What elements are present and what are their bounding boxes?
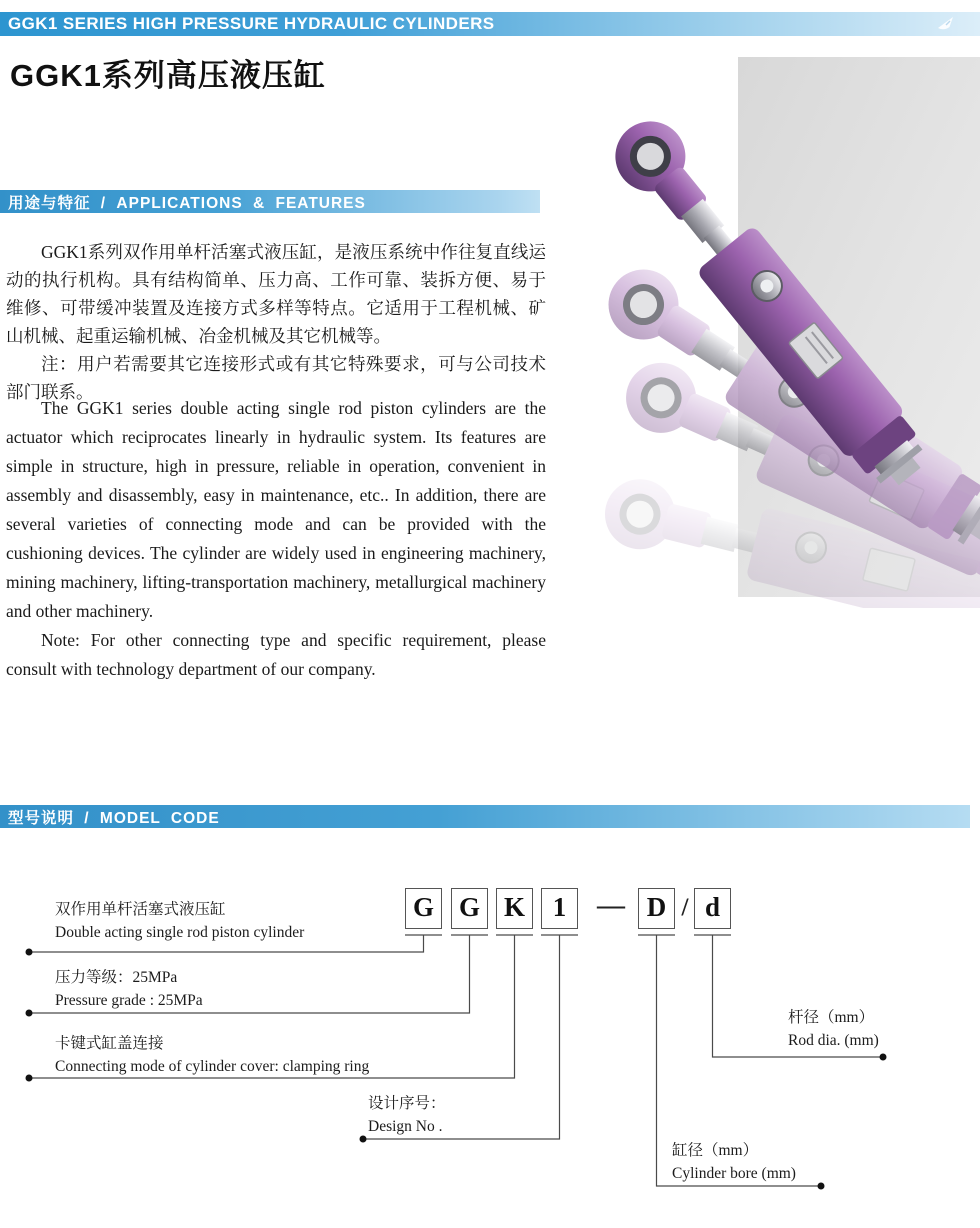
- product-photo-hydraulic-cylinders: [572, 78, 980, 608]
- label-rod-dia-zh: 杆径（mm）: [788, 1009, 875, 1026]
- label-design-no: [368, 1092, 446, 1138]
- label-cylinder-bore-zh: 缸径（mm）: [672, 1142, 759, 1159]
- model-code-box-k: K: [496, 888, 533, 929]
- section-header-applications-text: 用途与特征 / APPLICATIONS & FEATURES: [8, 194, 366, 212]
- chinese-description-block: [6, 238, 546, 406]
- top-banner: [0, 12, 980, 36]
- label-pressure-grade: [55, 966, 203, 1012]
- label-connecting-mode-en: Connecting mode of cylinder cover: clamping ring: [55, 1058, 370, 1075]
- model-code-box-g1: G: [405, 888, 442, 929]
- label-cylinder-bore: [672, 1139, 796, 1185]
- page-curl-icon: [936, 15, 956, 33]
- label-cylinder-bore-en: Cylinder bore (mm): [672, 1165, 796, 1182]
- banner-title: GGK1 SERIES HIGH PRESSURE HYDRAULIC CYLINDERS: [8, 14, 495, 33]
- label-rod-dia-en: Rod dia. (mm): [788, 1032, 879, 1049]
- label-connecting-mode: [55, 1032, 369, 1078]
- model-code-slash: /: [681, 894, 689, 921]
- chinese-paragraph: GGK1系列双作用单杆活塞式液压缸，是液压系统中作往复直线运动的执行机构。具有结构简单、压力高、工作可靠、装拆方便、易于维修、可带缓冲装置及连接方式多样等特点。它适用于工程机械、矿山机械、起重运输机械、冶金机械及其它机械等。: [6, 242, 546, 346]
- model-code-box-g2: G: [451, 888, 488, 929]
- label-double-acting: [55, 898, 304, 944]
- model-code-box-1: 1: [541, 888, 578, 929]
- section-header-model-code-text: 型号说明 / MODEL CODE: [8, 809, 220, 827]
- label-double-acting-en: Double acting single rod piston cylinder: [55, 924, 305, 941]
- model-code-box-d: d: [694, 888, 731, 929]
- label-double-acting-zh: 双作用单杆活塞式液压缸: [55, 901, 226, 918]
- label-pressure-grade-zh: 压力等级：25MPa: [55, 969, 178, 986]
- label-connecting-mode-zh: 卡键式缸盖连接: [55, 1035, 164, 1052]
- section-header-model-code: [0, 805, 970, 828]
- english-paragraph: The GGK1 series double acting single rod piston cylinders are the actuator which reciprocates linearly in hydraulic system. Its features are simple in structure, high in pressure, reliable in operation, convenient in assembly and disassembly, easy in maintenance, etc.. In addition, there are several varieties of connecting mode and can be provided with the cushioning devices. The cylinder are widely used in engineering machinery, mining machinery, lifting-transportation machinery, metallurgical machinery and other machinery.: [6, 398, 546, 621]
- section-header-applications: [0, 190, 540, 213]
- label-design-no-en: Design No .: [368, 1118, 443, 1135]
- label-design-no-zh: 设计序号：: [368, 1095, 446, 1112]
- label-rod-dia: [788, 1006, 879, 1052]
- english-description-block: [6, 394, 546, 684]
- model-code-box-D: D: [638, 888, 675, 929]
- label-pressure-grade-en: Pressure grade : 25MPa: [55, 992, 203, 1009]
- chinese-note: 注：用户若需要其它连接形式或有其它特殊要求，可与公司技术部门联系。: [6, 354, 546, 402]
- english-note: Note: For other connecting type and specific requirement, please consult with technology department of our company.: [6, 630, 546, 679]
- page-title: GGK1系列高压液压缸: [10, 58, 326, 93]
- model-code-dash: —: [597, 890, 625, 921]
